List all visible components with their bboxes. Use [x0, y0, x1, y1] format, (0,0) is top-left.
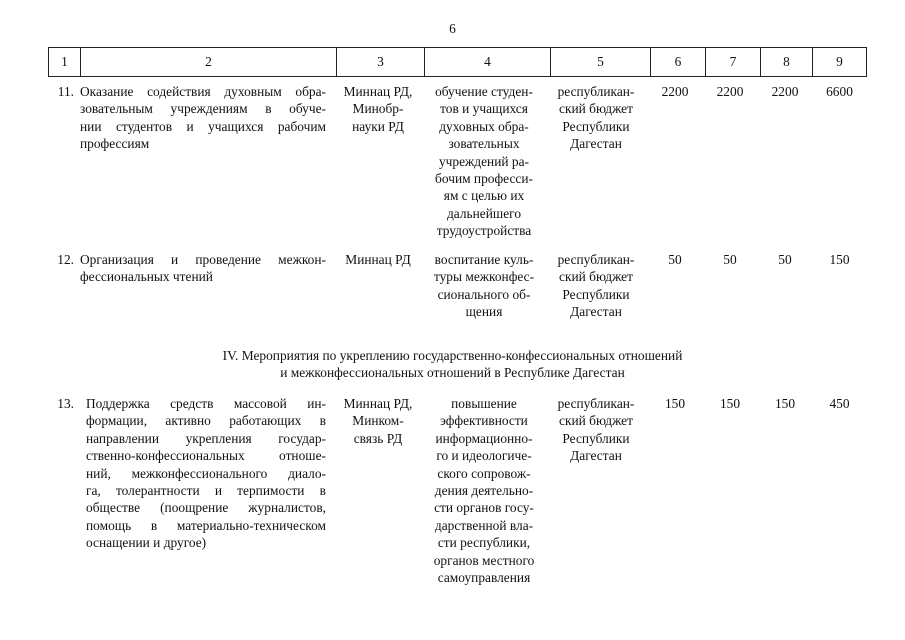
amount-col-6: 150 — [664, 396, 686, 411]
amount-total: 450 — [829, 396, 850, 411]
measure-name-line: оснащении и другое) — [86, 535, 207, 551]
funding-source-line: Республики — [562, 430, 630, 446]
funding-source-line: республикан- — [557, 252, 635, 267]
measure-name-line: фессиональных чтений — [80, 269, 213, 285]
measure-name-line: Организация и проведение межкон- — [80, 252, 326, 267]
goal-line: дения деятельно- — [434, 483, 534, 499]
measure-name — [80, 251, 326, 286]
amount-col-8: 50 — [778, 252, 792, 267]
executor-line: Минобр- — [352, 101, 404, 117]
funding-source-line: Дагестан — [570, 136, 622, 152]
header-col-4: 4 — [424, 48, 550, 76]
executor — [336, 83, 420, 135]
row-number: 13. — [57, 396, 74, 411]
amount-col-8: 2200 — [771, 84, 799, 99]
amount-col-8: 150 — [774, 396, 796, 411]
funding-source-line: ский бюджет — [559, 269, 633, 285]
measure-name-line: формации, активно работающих в — [86, 413, 326, 429]
amount-col-7: 2200 — [716, 84, 744, 99]
goal — [422, 83, 546, 240]
goal-line: информационно- — [435, 430, 533, 446]
funding-source-line: Дагестан — [570, 448, 622, 464]
header-col-9: 9 — [812, 48, 867, 76]
goal-line: воспитание куль- — [434, 252, 534, 267]
executor-line: Минком- — [352, 413, 404, 429]
measure-name-line: профессиям — [80, 136, 150, 152]
measure-name-line: ний, межконфессионального диало- — [86, 465, 326, 481]
goal-line: сти органов госу- — [434, 500, 534, 516]
measure-name-line: га, толерантности и терпимости в — [86, 483, 326, 499]
header-col-2: 2 — [80, 48, 336, 76]
section-heading-line: IV. Мероприятия по укреплению государственно-конфессиональных отношений — [222, 348, 683, 363]
funding-source — [546, 83, 646, 153]
amount-col-6: 50 — [668, 252, 682, 267]
header-col-8: 8 — [760, 48, 812, 76]
measure-name-line: Поддержка средств массовой ин- — [86, 396, 326, 411]
measure-name-line: зовательным учреждениям в обуче- — [80, 101, 326, 117]
goal-line: обучение студен- — [435, 84, 533, 99]
measure-name-line: Оказание содействия духовным обра- — [80, 84, 326, 99]
funding-source — [546, 251, 646, 321]
header-col-1: 1 — [48, 48, 80, 76]
funding-source-line: ский бюджет — [559, 413, 633, 429]
goal-line: зовательных — [448, 136, 520, 152]
header-col-5: 5 — [550, 48, 650, 76]
executor-line: науки РД — [352, 118, 404, 134]
section-heading — [0, 347, 905, 382]
goal-line: тов и учащихся — [440, 101, 528, 117]
measure-name-line: направлении укрепления государ- — [86, 430, 326, 446]
executor-line: связь РД — [353, 430, 403, 446]
funding-source — [546, 395, 646, 465]
amount-total: 150 — [829, 252, 850, 267]
measure-name — [86, 395, 326, 552]
measure-name-line: помощь в материально-техническом — [86, 517, 326, 533]
amount-col-6: 2200 — [661, 84, 689, 99]
funding-source-line: республикан- — [557, 84, 635, 99]
amount-col-7: 150 — [719, 396, 741, 411]
goal-line: сионального об- — [437, 286, 531, 302]
measure-name-line: ственно-конфессиональных отноше- — [86, 448, 326, 464]
row-number: 12. — [57, 252, 74, 267]
header-col-7: 7 — [705, 48, 760, 76]
goal-line: туры межконфес- — [433, 269, 535, 285]
goal-line: трудоустройства — [436, 223, 532, 239]
executor — [336, 395, 420, 447]
goal-line: повышение — [451, 396, 517, 411]
amount-total: 6600 — [826, 84, 853, 99]
executor-line: Миннац РД — [345, 252, 411, 267]
goal-line: органов местного — [433, 552, 535, 568]
goal — [422, 251, 546, 321]
goal-line: самоуправления — [437, 570, 531, 586]
funding-source-line: Дагестан — [570, 304, 622, 320]
measure-name — [80, 83, 326, 153]
table-header — [48, 47, 867, 77]
goal-line: учреждений ра- — [438, 153, 530, 169]
goal-line: бочим професси- — [435, 171, 533, 187]
goal-line: го и идеологиче- — [436, 448, 532, 464]
amount-col-7: 50 — [723, 252, 737, 267]
funding-source-line: Республики — [562, 118, 630, 134]
row-number: 11. — [57, 84, 74, 99]
executor — [336, 251, 420, 268]
executor-line: Миннац РД, — [343, 84, 413, 99]
goal-line: сти республики, — [437, 535, 531, 551]
executor-line: Миннац РД, — [343, 396, 413, 411]
goal-line: духовных обра- — [439, 118, 529, 134]
header-col-3: 3 — [336, 48, 424, 76]
goal-line: щения — [465, 304, 503, 320]
goal-line: дальнейшего — [446, 205, 522, 221]
section-heading-line: и межконфессиональных отношений в Республике Дагестан — [280, 365, 625, 381]
measure-name-line: обществе (поощрение журналистов, — [86, 500, 326, 516]
funding-source-line: ский бюджет — [559, 101, 633, 117]
page-number: 6 — [449, 21, 456, 36]
goal-line: дарственной вла- — [434, 517, 534, 533]
measure-name-line: нии студентов и учащихся рабочим — [80, 118, 326, 134]
funding-source-line: республикан- — [557, 396, 635, 411]
funding-source-line: Республики — [562, 286, 630, 302]
header-col-6: 6 — [650, 48, 705, 76]
goal — [422, 395, 546, 586]
goal-line: ского сопровож- — [437, 465, 531, 481]
goal-line: ям с целью их — [443, 188, 525, 204]
goal-line: эффективности — [440, 413, 528, 429]
